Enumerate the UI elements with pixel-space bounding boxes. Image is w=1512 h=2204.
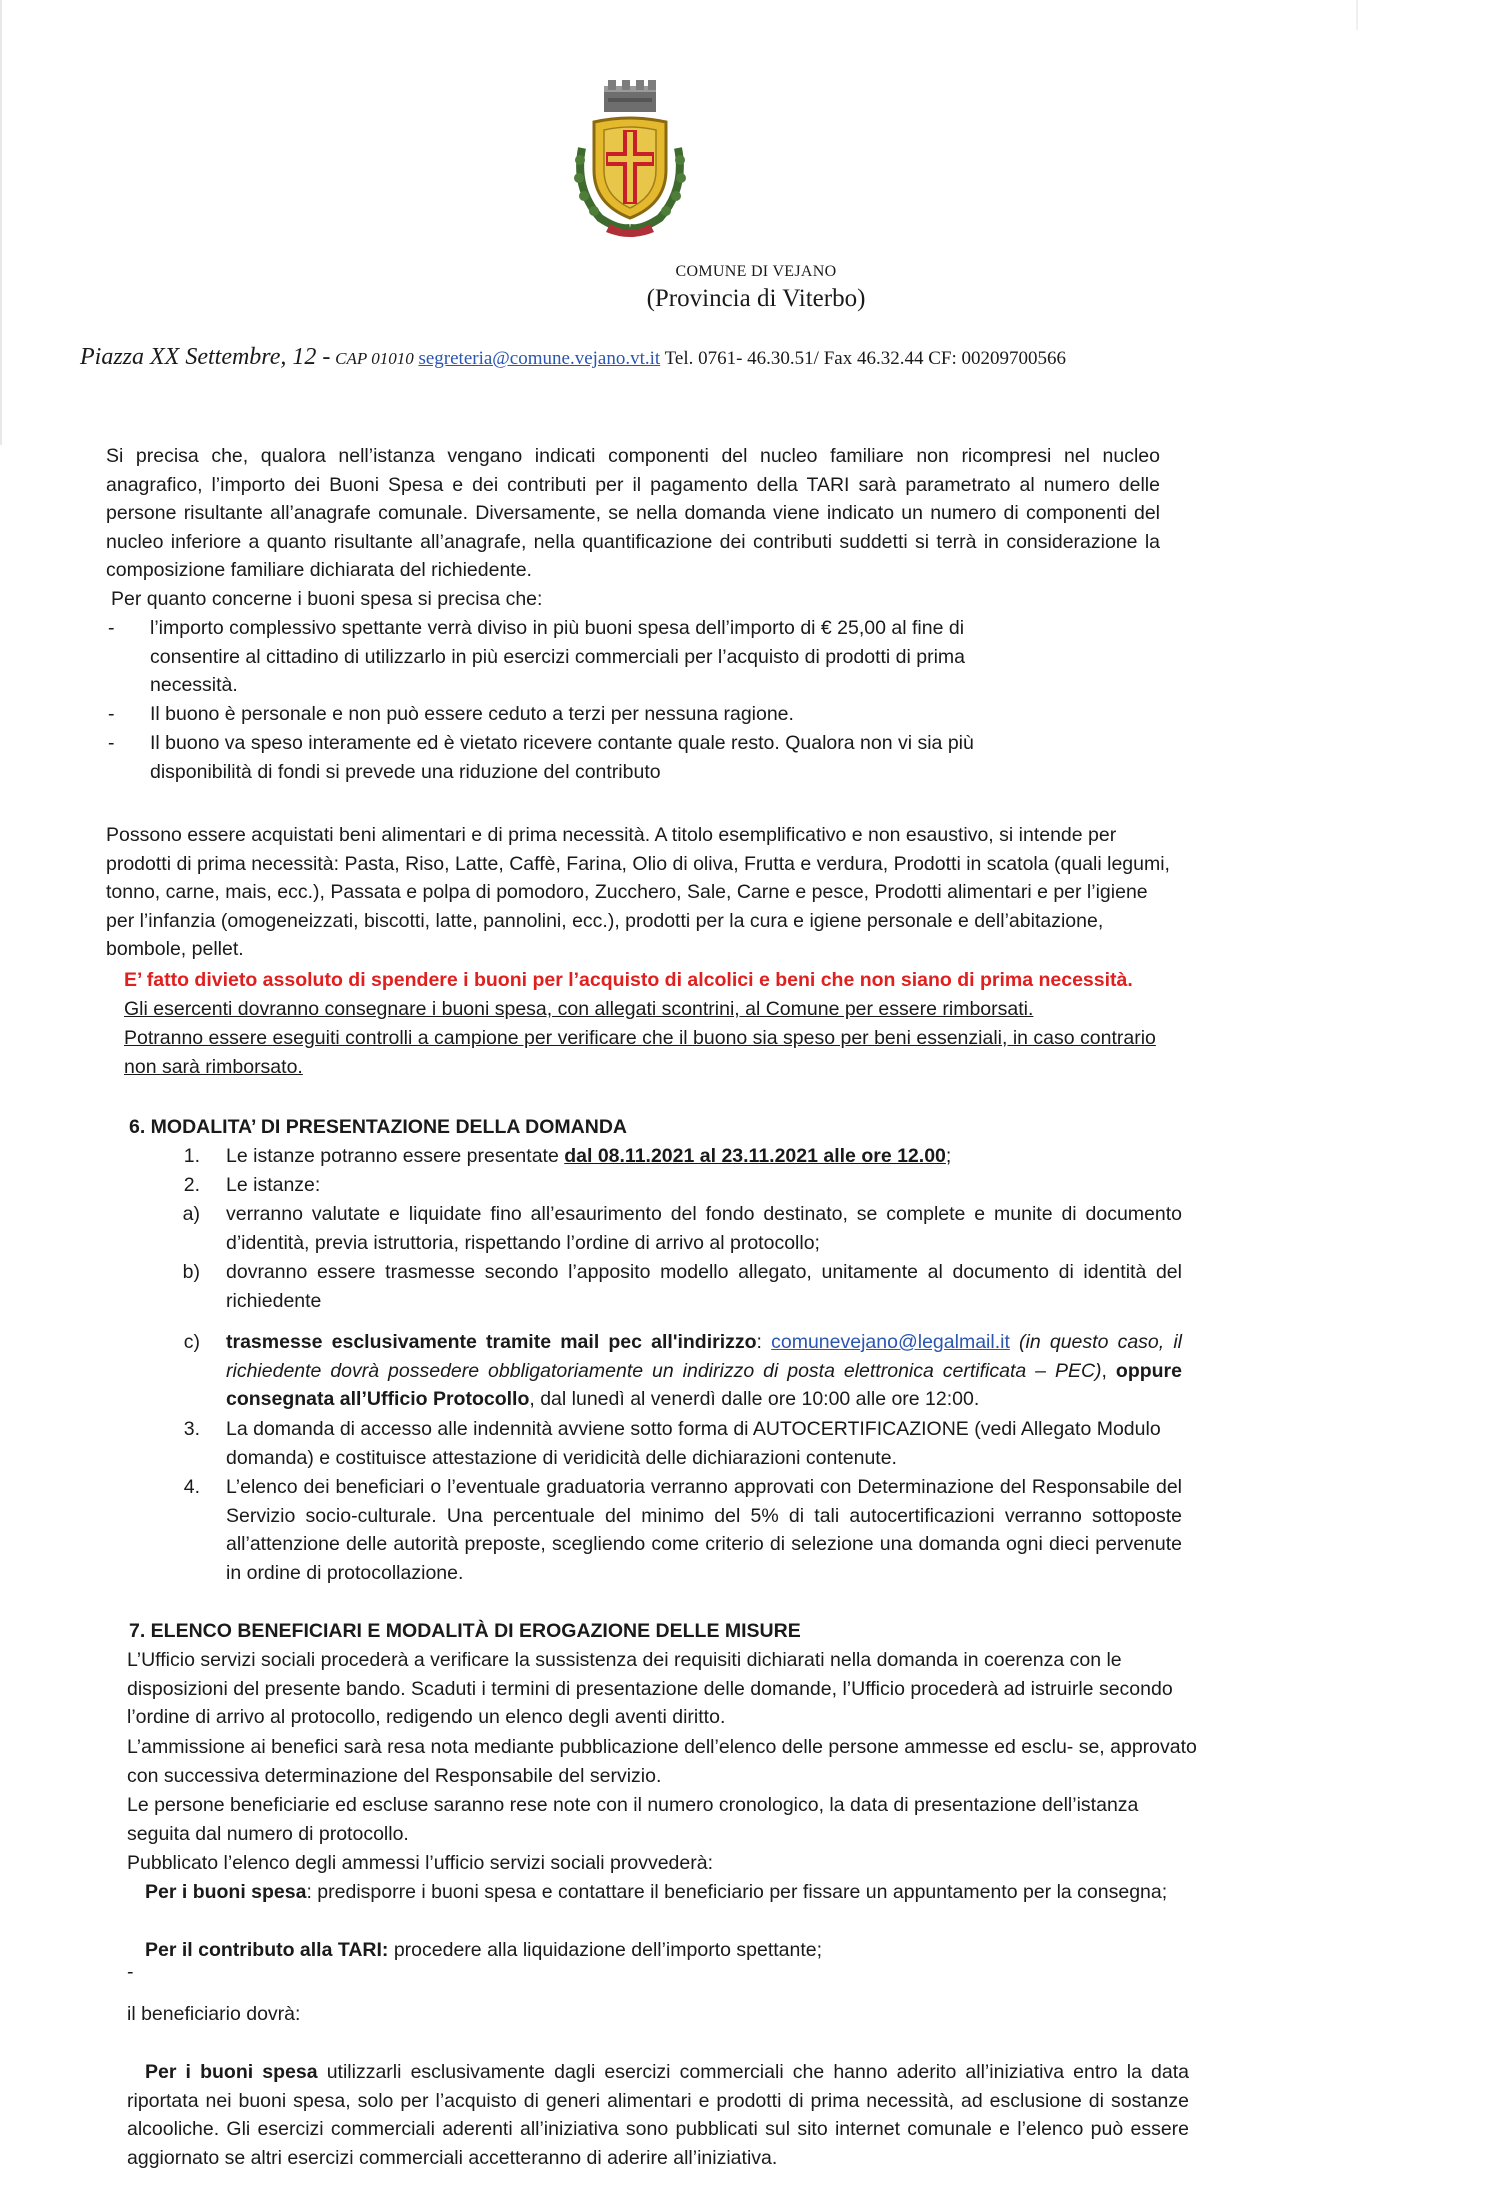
postal-code: CAP 01010 bbox=[335, 349, 414, 368]
s7-para-3: Le persone beneficiarie ed escluse saranno rese note con il numero cronologico, la data di presentazione dell’istanza seguita dal numero di protocollo. bbox=[127, 1794, 1139, 1845]
contacts: Tel. 0761- 46.30.51/ Fax 46.32.44 CF: 00209700566 bbox=[664, 348, 1066, 369]
item1-pre: Le istanze potranno essere presentate bbox=[226, 1145, 565, 1167]
item-number: 3. bbox=[183, 1418, 200, 1440]
bullet-text: Il buono è personale e non può essere ceduto a terzi per nessuna ragione. bbox=[150, 703, 794, 725]
item-label: b) bbox=[182, 1261, 200, 1283]
section-7-title: 7. ELENCO BENEFICIARI E MODALITÀ DI EROGAZIONE DELLE MISURE bbox=[129, 1620, 801, 1642]
buoni-text: : predisporre i buoni spesa e contattare il beneficiario per fissare un appuntamento per la consegna; bbox=[306, 1881, 1168, 1903]
tari-text: procedere alla liquidazione dell’importo spettante; bbox=[388, 1939, 823, 1961]
item-text bbox=[226, 1142, 951, 1171]
c-colon: : bbox=[756, 1331, 772, 1353]
bullet-dash: - bbox=[108, 703, 115, 725]
s7-buoni-spesa bbox=[127, 1878, 1187, 1907]
bullet-dash: - bbox=[108, 732, 115, 754]
s7-para-1: L’Ufficio servizi sociali procederà a verificare la sussistenza dei requisiti dichiarati nella domanda in coerenza con le disposizioni del presente bando. Scaduti i termini di presentazione delle domande, l’Ufficio procederà ad istruirle secondo l’ordine di arrivo al protocollo, redigendo un elenco degli aventi diritto. bbox=[127, 1649, 1173, 1728]
item-text: L’elenco dei beneficiari o l’eventuale graduatoria verranno approvati con Determinazione del Responsabile del Servizio socio-culturale. Una percentuale del minimo del 5% di tali autocertificazioni verranno sottoposte all’attenzione delle autorità preposte, scegliendo come criterio di selezione una domanda ogni dieci pervenute in ordine di protocollazione. bbox=[226, 1476, 1182, 1584]
pec-email-link[interactable]: comunevejano@legalmail.it bbox=[771, 1331, 1010, 1353]
item-text: verranno valutate e liquidate fino all’esaurimento del fondo destinato, se complete e munite di documento d’identità, previa istruttoria, rispettando l’ordine di arrivo al protocollo; bbox=[226, 1203, 1182, 1254]
buoni-bold: Per i buoni spesa bbox=[145, 1881, 307, 1903]
s7-uso-buoni bbox=[127, 2058, 1189, 2172]
coat-of-arms-icon bbox=[560, 78, 700, 238]
bullet-text: l’importo complessivo spettante verrà diviso in più buoni spesa dell’importo di € 25,00 al fine di consentire al cittadino di utilizzarlo in più esercizi commerciali per l’acquisto di prodotti di prima necessità. bbox=[150, 617, 966, 696]
s7-para-2: L’ammissione ai benefici sarà resa nota mediante pubblicazione dell’elenco delle persone ammesse ed esclu- se, approvato con successiva determinazione del Responsabile del servizio. bbox=[127, 1736, 1197, 1787]
province-name: (Provincia di Viterbo) bbox=[646, 285, 866, 312]
scan-edge-top bbox=[1356, 0, 1358, 30]
item1-post: ; bbox=[945, 1145, 952, 1167]
s7-beneficiario: il beneficiario dovrà: bbox=[127, 2003, 301, 2025]
item-label: a) bbox=[182, 1203, 200, 1225]
uso-text: utilizzarli esclusivamente dagli esercizi commerciali che hanno aderito all’iniziativa entro la data riportata nei buoni spesa, solo per l’acquisto di generi alimentari e prodotti di prima necessità, ad esclusione di sostanze alcooliche. Gli esercizi commerciali aderenti all’iniziativa sono pubblicati sul sito internet comunale e l’elenco può essere aggiornato se altri esercizi commerciali accetteranno di aderire all’iniziativa. bbox=[127, 2061, 1189, 2169]
c-italic: (in questo caso, il richiedente dovrà possedere obbligatoriamente un indirizzo di posta elettronica certificata – PEC) bbox=[226, 1331, 1182, 1382]
c-bold2: oppure consegnata all’Ufficio Protocollo bbox=[226, 1359, 1182, 1410]
address-line bbox=[80, 344, 1066, 372]
item-text bbox=[226, 1328, 1182, 1414]
tari-bold: Per il contributo alla TARI: bbox=[145, 1939, 389, 1961]
item-text: La domanda di accesso alle indennità avviene sotto forma di AUTOCERTIFICAZIONE (vedi Allegato Modulo domanda) e costituisce attestazione di veridicità delle dichiarazioni contenute. bbox=[226, 1418, 1161, 1469]
bullet-text: Il buono va speso interamente ed è vietato ricevere contante quale resto. Qualora non vi sia più disponibilità di fondi si prevede una riduzione del contributo bbox=[150, 732, 974, 783]
street-address: Piazza XX Settembre, 12 - bbox=[80, 344, 331, 370]
s7-dash: - bbox=[127, 1961, 134, 1983]
email-link[interactable]: segreteria@comune.vejano.vt.it bbox=[418, 348, 661, 369]
item-number: 1. bbox=[183, 1145, 200, 1167]
controlli-note: Potranno essere eseguiti controlli a campione per verificare che il buono sia speso per beni essenziali, in caso contrario non sarà rimborsato. bbox=[124, 1027, 1156, 1078]
section-6-title: 6. MODALITA’ DI PRESENTAZIONE DELLA DOMANDA bbox=[129, 1116, 627, 1138]
scan-edge bbox=[0, 0, 2, 445]
item-label: c) bbox=[183, 1331, 200, 1353]
c-comma: , bbox=[1101, 1359, 1116, 1382]
bullet-dash: - bbox=[108, 617, 115, 639]
prodotti-paragraph: Possono essere acquistati beni alimentari e di prima necessità. A titolo esemplificativo e non esaustivo, si intende per prodotti di prima necessità: Pasta, Riso, Latte, Caffè, Farina, Olio di oliva, Frutta e verdura, Prodotti in scatola (quali legumi, tonno, carne, mais, ecc.), Passata e polpa di pomodoro, Zucchero, Sale, Carne e pesce, Prodotti alimentari e per l’igiene per l’infanzia (omogeneizzati, biscotti, latte, pannolini, ecc.), prodotti per la cura e igiene personale e dell’abitazione, bombole, pellet. bbox=[106, 824, 1170, 960]
c-bold: trasmesse esclusivamente tramite mail pec all'indirizzo bbox=[226, 1331, 757, 1353]
divieto-warning: E’ fatto divieto assoluto di spendere i buoni per l’acquisto di alcolici e beni che non siano di prima necessità. bbox=[124, 969, 1133, 991]
s7-para-4: Pubblicato l’elenco degli ammessi l’ufficio servizi sociali provvederà: bbox=[127, 1852, 713, 1874]
item-number: 2. bbox=[183, 1174, 200, 1196]
buoni-intro: Per quanto concerne i buoni spesa si precisa che: bbox=[111, 588, 543, 610]
c-rest: , dal lunedì al venerdì dalle ore 10:00 alle ore 12:00. bbox=[529, 1388, 980, 1410]
uso-bold: Per i buoni spesa bbox=[145, 2061, 318, 2083]
esercenti-note: Gli esercenti dovranno consegnare i buoni spesa, con allegati scontrini, al Comune per essere rimborsati. bbox=[124, 998, 1034, 1020]
intro-paragraph: Si precisa che, qualora nell’istanza vengano indicati componenti del nucleo familiare non ricompresi nel nucleo anagrafico, l’importo dei Buoni Spesa e dei contributi per il pagamento della TARI sarà parametrato al numero delle persone risultante all’anagrafe comunale. Diversamente, se nella domanda viene indicato un numero di componenti del nucleo inferiore a quanto risultante all’anagrafe, nella quantificazione dei contributi suddetti si terrà in considerazione la composizione familiare dichiarata del richiedente. bbox=[106, 445, 1160, 581]
item-number: 4. bbox=[183, 1476, 200, 1498]
item-text: Le istanze: bbox=[226, 1174, 321, 1196]
item-text: dovranno essere trasmesse secondo l’apposito modello allegato, unitamente al documento di identità del richiedente bbox=[226, 1261, 1182, 1312]
submission-dates: dal 08.11.2021 al 23.11.2021 alle ore 12.00 bbox=[564, 1145, 946, 1167]
municipality-name: COMUNE DI VEJANO bbox=[675, 263, 837, 280]
